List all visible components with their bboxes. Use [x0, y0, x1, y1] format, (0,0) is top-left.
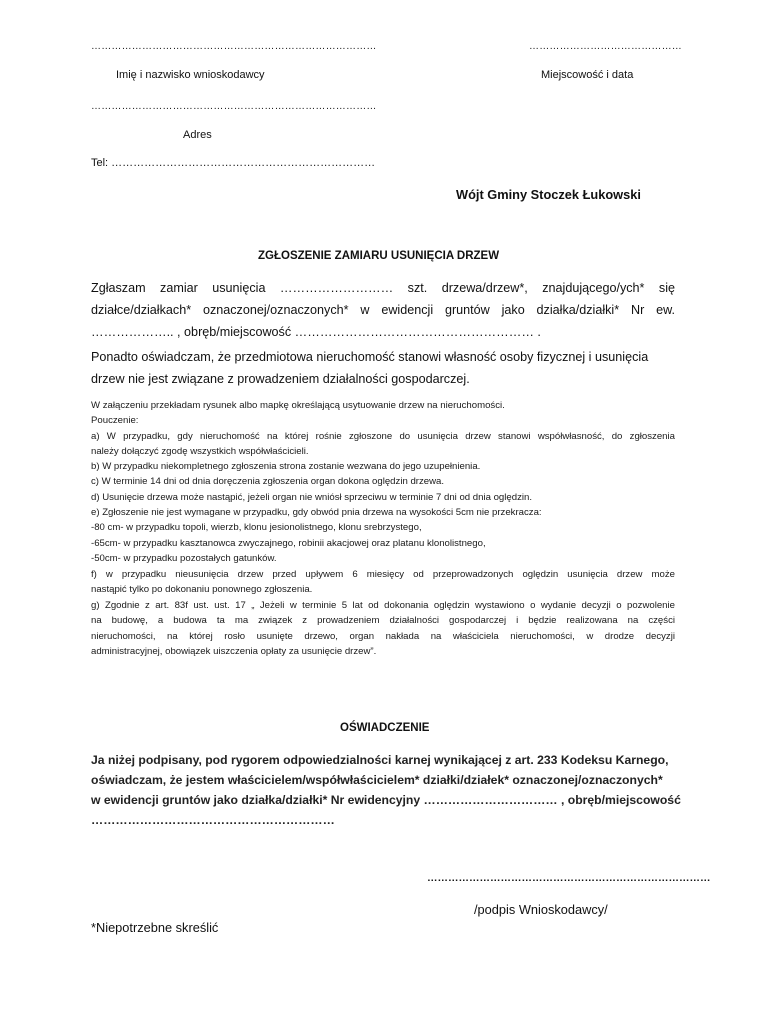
instruction-e-item-2: -65cm- w przypadku kasztanowca zwyczajnego, robinii akacjowej oraz platanu klonolistnego,: [91, 538, 486, 549]
instruction-c: c) W terminie 14 dni od dnia doręczenia zgłoszenia organ dokona oględzin drzewa.: [91, 476, 445, 487]
instruction-g-line-1: g) Zgodnie z art. 83f ust. ust. 17 „ Jeżeli w terminie 5 lat od dokonania oględzin wystawiono o wydanie decyzji o pozwolenie: [91, 600, 675, 611]
instruction-e-item-3: -50cm- w przypadku pozostałych gatunków.: [91, 553, 277, 564]
address-field: …………………………………………………………………………: [91, 101, 377, 112]
instruction-f-line-2: nastąpić tylko po dokonaniu ponownego zgłoszenia.: [91, 584, 313, 595]
instruction-heading: Pouczenie:: [91, 415, 139, 426]
instruction-g-line-3: nieruchomości, na której rosło usunięte drzewo, organ nakłada na właściciela nieruchomości, w drodze decyzji: [91, 631, 675, 642]
instruction-a-line-1: a) W przypadku, gdy nieruchomość na której rośnie zgłoszone do usunięcia drzew stanowi współwłasność, do zgłoszenia: [91, 431, 675, 442]
statement-line-2: oświadczam, że jestem właścicielem/współwłaścicielem* działki/działek* oznaczonej/oznaczonych*: [91, 773, 663, 787]
address-label: Adres: [183, 129, 212, 141]
instruction-g-line-2: na budowę, a budowa ta ma związek z prowadzeniem działalności gospodarczej i będzie realizowana na części: [91, 615, 675, 626]
statement-line-1: Ja niżej podpisany, pod rygorem odpowiedzialności karnej wynikającej z art. 233 Kodeksu Karnego,: [91, 753, 669, 767]
intro-line-2: działce/działkach* oznaczonej/oznaczonych* w ewidencji gruntów jako działka/działki* Nr ew.: [91, 303, 675, 317]
intro-line-3: ……………….. , obręb/miejscowość ………………………………………………… .: [91, 325, 541, 339]
document-title: ZGŁOSZENIE ZAMIARU USUNIĘCIA DRZEW: [258, 250, 500, 262]
instruction-e: e) Zgłoszenie nie jest wymagane w przypadku, gdy obwód pnia drzewa na wysokości 5cm nie przekracza:: [91, 507, 542, 518]
applicant-name-label: Imię i nazwisko wnioskodawcy: [116, 69, 265, 81]
statement-line-4: ……………………………………………………: [91, 813, 335, 827]
intro-line-1: Zgłaszam zamiar usunięcia ……………………… szt. drzewa/drzew*, znajdującego/ych* się: [91, 281, 675, 295]
place-date-field: ………………………………………: [529, 41, 682, 52]
declaration-line-2: drzew nie jest związane z prowadzeniem działalności gospodarczej.: [91, 372, 470, 386]
statement-title: OŚWIADCZENIE: [340, 722, 430, 734]
signature-label: /podpis Wnioskodawcy/: [474, 902, 608, 917]
addressee: Wójt Gminy Stoczek Łukowski: [456, 187, 641, 202]
instruction-b: b) W przypadku niekompletnego zgłoszenia strona zostanie wezwana do jego uzupełnienia.: [91, 461, 481, 472]
statement-line-3: w ewidencji gruntów jako działka/działki* Nr ewidencyjny …………………………… , obręb/miejscowość: [91, 793, 681, 807]
phone-field: Tel: ………………………………………………………………: [91, 157, 376, 169]
footnote: *Niepotrzebne skreślić: [91, 920, 219, 935]
applicant-name-field: …………………………………………………………………………: [91, 41, 377, 52]
instruction-f-line-1: f) w przypadku nieusunięcia drzew przed upływem 6 miesięcy od przeprowadzonych oględzin usunięcia drzew może: [91, 569, 675, 580]
instruction-e-item-1: -80 cm- w przypadku topoli, wierzb, klonu jesionolistnego, klonu srebrzystego,: [91, 522, 422, 533]
instruction-g-line-4: administracyjnej, obowiązek uiszczenia opłaty za usunięcie drzew”.: [91, 646, 377, 657]
instruction-a-line-2: należy dołączyć zgodę wszystkich współwłaścicieli.: [91, 446, 309, 457]
place-date-label: Miejscowość i data: [541, 69, 634, 81]
declaration-line-1: Ponadto oświadczam, że przedmiotowa nieruchomość stanowi własność osoby fizycznej i usunięcia: [91, 350, 649, 364]
attachment-note: W załączeniu przekładam rysunek albo mapkę określającą usytuowanie drzew na nieruchomości.: [91, 400, 505, 411]
signature-line: ………………………………………………………………………: [427, 872, 711, 884]
instruction-d: d) Usunięcie drzewa może nastąpić, jeżeli organ nie wniósł sprzeciwu w terminie 7 dni od dnia oględzin.: [91, 492, 533, 503]
